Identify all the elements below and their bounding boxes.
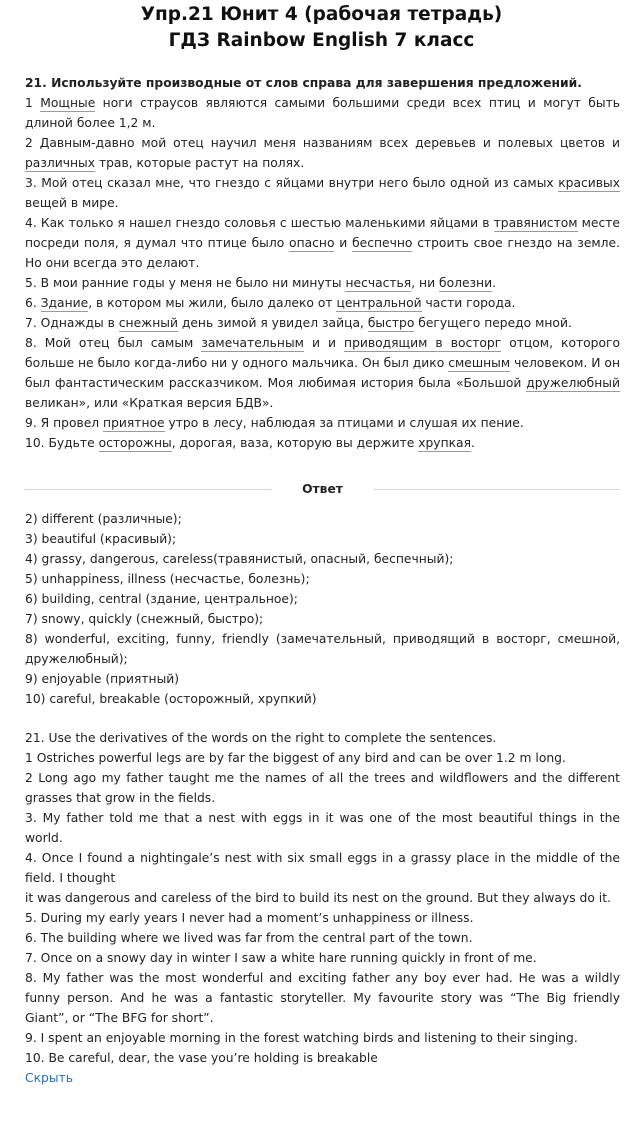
underlined-word: красивых — [558, 176, 620, 190]
page-header — [0, 3, 643, 52]
sentence-text: части города. — [421, 296, 516, 310]
task-sentence — [25, 273, 620, 293]
underlined-word: замечательным — [201, 336, 304, 350]
sentence-text: . — [470, 436, 475, 450]
task-sentence — [25, 93, 620, 133]
english-sentence: 2 Long ago my father taught me the names of all the trees and wildflowers and the different grasses that grow in the fields. — [25, 771, 620, 805]
sentence-text: трав, которые растут на полях. — [95, 156, 305, 170]
task-sentence — [25, 293, 620, 313]
answer-item: 10) careful, breakable (осторожный, хрупкий) — [25, 692, 317, 706]
english-sentence: 6. The building where we lived was far from the central part of the town. — [25, 931, 473, 945]
answer-item: 9) enjoyable (приятный) — [25, 672, 180, 686]
underlined-word: опасно — [289, 236, 335, 250]
task-sentence — [25, 133, 620, 173]
english-translation — [25, 728, 620, 1068]
sentence-text: 8. Мой отец был самым — [25, 336, 202, 350]
underlined-word: Здание — [40, 296, 89, 310]
sentence-text: месте посреди поля, я думал что птице было — [25, 216, 620, 250]
answer-item: 3) beautiful (красивый); — [25, 532, 177, 546]
task-heading: 21. Используйте производные от слов справа для завершения предложений. — [25, 76, 582, 90]
sentence-text: 7. Однажды в — [25, 316, 119, 330]
sentence-text: утро в лесу, наблюдая за птицами и слушая их пение. — [164, 416, 524, 430]
answer-item: 7) snowy, quickly (снежный, быстро); — [25, 612, 264, 626]
sentence-text: и и — [303, 336, 345, 350]
sentence-text: 3. Мой отец сказал мне, что гнездо с яйцами внутри него было одной из самых — [25, 176, 559, 190]
english-sentence: 4. Once I found a nightingale’s nest with six small eggs in a grassy place in the middle of the field. I thought — [25, 851, 620, 885]
sentence-text: . — [492, 276, 497, 290]
separator-rule-right — [374, 489, 620, 490]
english-sentence: 9. I spent an enjoyable morning in the forest watching birds and listening to their singing. — [25, 1031, 578, 1045]
sentence-text: строить свое гнездо на земле. Но они всегда это делают. — [25, 236, 621, 270]
answer-item: 4) grassy, dangerous, careless(травянистый, опасный, беспечный); — [25, 552, 454, 566]
english-sentence: it was dangerous and careless of the bird to build its nest on the ground. But they always do it. — [25, 891, 611, 905]
underlined-word: беспечно — [352, 236, 413, 250]
sentence-text: , дорогая, ваза, которую вы держите — [171, 436, 419, 450]
task-sentence — [25, 313, 620, 333]
underlined-word: приятное — [103, 416, 165, 430]
underlined-word: несчастья — [345, 276, 412, 290]
answer-item: 5) unhappiness, illness (несчастье, болезнь); — [25, 572, 310, 586]
sentence-text: человеком. И он был фантастическим рассказчиком. Моя любимая история была «Большой — [25, 356, 621, 390]
underlined-word: дружелюбный — [526, 376, 620, 390]
underlined-word: центральной — [336, 296, 422, 310]
english-sentence: 1 Ostriches powerful legs are by far the biggest of any bird and can be over 1.2 m long. — [25, 751, 566, 765]
underlined-word: смешным — [448, 356, 511, 370]
underlined-word: осторожны — [98, 436, 172, 450]
sentence-text: отцом, которого больше не было когда-либо ни у одного мальчика. Он был дико — [25, 336, 620, 370]
sentence-text: великан», или «Краткая версия БДВ». — [25, 396, 274, 410]
task-sentence — [25, 173, 620, 213]
underlined-word: хрупкая — [418, 436, 471, 450]
answer-label: Ответ — [302, 482, 343, 496]
underlined-word: болезни — [438, 276, 493, 290]
task-sentence — [25, 213, 620, 273]
task-sentence — [25, 433, 620, 453]
sentence-text: 2 Давным-давно мой отец научил меня названиям всех деревьев и полевых цветов и — [25, 136, 620, 150]
english-sentence: 10. Be careful, dear, the vase you’re holding is breakable — [25, 1051, 378, 1065]
page-title-line-2: ГДЗ Rainbow English 7 класс — [168, 30, 475, 51]
sentence-text: , в котором мы жили, было далеко от — [88, 296, 337, 310]
task-sentences — [25, 93, 620, 453]
sentence-text: и — [334, 236, 353, 250]
english-sentence: 5. During my early years I never had a moment’s unhappiness or illness. — [25, 911, 474, 925]
english-heading: 21. Use the derivatives of the words on the right to complete the sentences. — [25, 731, 497, 745]
sentence-text: ноги страусов являются самыми большими среди всех птиц и могут быть длиной более 1,2 м. — [25, 96, 620, 130]
sentence-text: 9. Я провел — [25, 416, 104, 430]
answer-item: 6) building, central (здание, центральное); — [25, 592, 298, 606]
underlined-word: различных — [25, 156, 96, 170]
answer-item: 2) different (различные); — [25, 512, 182, 526]
task-sentence — [25, 413, 620, 433]
underlined-word: Мощные — [40, 96, 96, 110]
main-content — [25, 73, 620, 1088]
underlined-word: травянистом — [493, 216, 578, 230]
sentence-text: 10. Будьте — [25, 436, 99, 450]
underlined-word: быстро — [367, 316, 415, 330]
answer-separator — [25, 479, 620, 499]
sentence-text: 6. — [25, 296, 41, 310]
underlined-word: снежный — [118, 316, 178, 330]
sentence-text: 5. В мои ранние годы у меня не было ни минуты — [25, 276, 346, 290]
answer-list — [25, 509, 620, 709]
hide-link[interactable]: Скрыть — [25, 1071, 73, 1085]
sentence-text: 1 — [25, 96, 41, 110]
page-title-line-1: Упр.21 Юнит 4 (рабочая тетрадь) — [140, 4, 503, 25]
sentence-text: бегущего передо мной. — [414, 316, 572, 330]
sentence-text: вещей в мире. — [25, 196, 119, 210]
task-sentence — [25, 333, 620, 413]
english-sentence: 3. My father told me that a nest with eggs in it was one of the most beautiful things in the world. — [25, 811, 620, 845]
sentence-text: 4. Как только я нашел гнездо соловья с шестью маленькими яйцами в — [25, 216, 494, 230]
underlined-word: приводящим в восторг — [344, 336, 502, 350]
sentence-text: , ни — [411, 276, 439, 290]
english-sentence: 8. My father was the most wonderful and exciting father any boy ever had. He was a wildly funny person. And he was a fantastic storyteller. My favourite story was “The Big friendly Giant”, or “The BFG for short”. — [25, 971, 620, 1025]
sentence-text: день зимой я увидел зайца, — [177, 316, 368, 330]
answer-item: 8) wonderful, exciting, funny, friendly (замечательный, приводящий в восторг, смешной, дружелюбный); — [25, 632, 620, 666]
english-sentence: 7. Once on a snowy day in winter I saw a white hare running quickly in front of me. — [25, 951, 537, 965]
